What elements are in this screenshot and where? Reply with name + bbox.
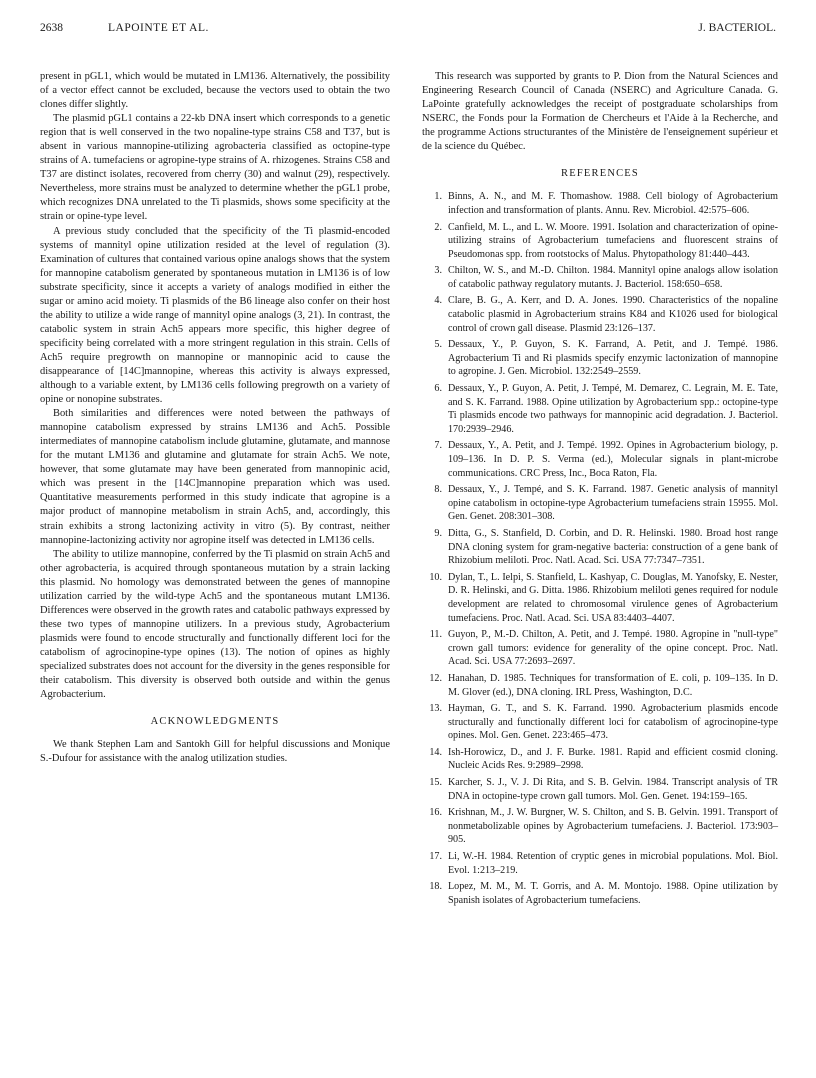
right-column — [422, 70, 778, 910]
reference-text: Dessaux, Y., J. Tempé, and S. K. Farrand. 1987. Genetic analysis of mannityl opine catabolism in octopine-type Agrobacterium tumefaciens strain 15955. Mol. Gen. Genet. 208:301–308. — [448, 484, 778, 523]
reference-text: Dessaux, Y., P. Guyon, S. K. Farrand, A. Petit, and J. Tempé. 1986. Agrobacterium Ti and Ri plasmids specify enzymic lactonization of mannopine to agropine. J. Gen. Microbiol. 132:2549–2559. — [448, 339, 778, 378]
reference-item — [422, 382, 778, 436]
reference-number: 16. — [429, 807, 442, 819]
reference-number: 4. — [434, 295, 442, 307]
reference-number: 9. — [434, 527, 442, 539]
reference-number: 5. — [434, 339, 442, 351]
reference-number: 1. — [434, 191, 442, 203]
reference-text: Lopez, M. M., M. T. Gorris, and A. M. Montojo. 1988. Opine utilization by Spanish isolates of Agrobacterium tumefaciens. — [448, 881, 778, 906]
reference-item — [422, 880, 778, 907]
reference-text: Krishnan, M., J. W. Burgner, W. S. Chilton, and S. B. Gelvin. 1991. Transport of nonmetabolizable opines by Agrobacterium tumefaciens. J. Bacteriol. 173:903–905. — [448, 807, 778, 846]
reference-number: 8. — [434, 484, 442, 496]
reference-number: 17. — [429, 851, 442, 863]
reference-number: 18. — [429, 881, 442, 893]
reference-item — [422, 264, 778, 291]
reference-text: Dylan, T., L. Ielpi, S. Stanfield, L. Kashyap, C. Douglas, M. Yanofsky, E. Nester, D. R. Helinski, and G. Ditta. 1986. Rhizobium meliloti genes required for nodule development are related to chromosomal virulence genes of Agrobacterium tumefaciens. Proc. Natl. Acad. Sci. USA 83:4403–4407. — [448, 571, 778, 624]
paragraph: Both similarities and differences were noted between the pathways of mannopine catabolism expressed by strains LM136 and Ach5. Possible intermediates of mannopine catabolism include glutamine, glutamate, and mannose for the mutant LM136 and glutamine and glutamate for strain Ach5. We note, however, that some glutamate may have been generated from mannopinic acid, which was present in the [14C]mannopine preparation which was used. Quantitative measurements performed in this study indicate that agropine is a major product of mannopine metabolism in strain Ach5, and, accordingly, this strain exhibits a strong lactonizing activity in vitro (5). By contrast, neither mannopine-lactonizing activity nor agropine itself was detected in LM136 cells. — [40, 408, 390, 546]
reference-text: Dessaux, Y., P. Guyon, A. Petit, J. Tempé, M. Demarez, C. Legrain, M. E. Tate, and S. K. Farrand. 1988. Opine utilization by Agrobacterium spp.: octopine-type Ti plasmids encode two pathways for mannopinic acid degradation. J. Bacteriol. 170:2939–2946. — [448, 383, 778, 435]
reference-item — [422, 776, 778, 803]
reference-item — [422, 628, 778, 669]
reference-text: Hayman, G. T., and S. K. Farrand. 1990. Agrobacterium plasmids encode structurally and functionally different loci for catabolism of agrocinopine-type opines. Mol. Gen. Genet. 223:465–473. — [448, 703, 778, 742]
reference-item — [422, 483, 778, 524]
reference-item — [422, 190, 778, 217]
reference-item — [422, 672, 778, 699]
reference-number: 7. — [434, 440, 442, 452]
running-authors: LAPOINTE ET AL. — [108, 22, 209, 34]
reference-text: Li, W.-H. 1984. Retention of cryptic genes in microbial populations. Mol. Biol. Evol. 1:213–219. — [448, 851, 778, 876]
left-column — [40, 70, 390, 766]
reference-item — [422, 806, 778, 847]
acknowledgments-heading: ACKNOWLEDGMENTS — [150, 716, 280, 728]
reference-number: 14. — [429, 746, 442, 758]
journal-name: J. BACTERIOL. — [698, 22, 776, 34]
page-number: 2638 — [40, 22, 63, 34]
reference-item — [422, 527, 778, 568]
reference-item — [422, 702, 778, 743]
reference-text: Guyon, P., M.-D. Chilton, A. Petit, and J. Tempé. 1980. Agropine in "null-type" crown gall tumors: evidence for generality of the opine concept. Proc. Natl. Acad. Sci. USA 77:2693–2697. — [448, 629, 778, 668]
reference-text: Canfield, M. L., and L. W. Moore. 1991. Isolation and characterization of opine-utilizing strains of Agrobacterium tumefaciens and fluorescent strains of Pseudomonas spp. from rootstocks of Malus. Phytopathology 81:440–443. — [448, 221, 778, 260]
paragraph: A previous study concluded that the specificity of the Ti plasmid-encoded systems of mannityl opine utilization resided at the level of regulation (3). Examination of cultures that contained various opine analogs shows that the system for mannopine catabolism generated by spontaneous mutation in LM136 is of low substrate specificity, since it accepts a variety of analogs modified in either the sugar or amino acid moiety. Ti plasmids of the B6 lineage also confer on their host the ability to utilize a wide range of mannityl opine analogs (3, 21). In contrast, the catabolic system in strain Ach5 appears more specific, this higher degree of specificity being correlated with a more stringent regulation in this strain. Cells of Ach5 require pregrowth on mannopine or mannopinic acid to cause the disappearance of [14C]mannopine, whereas this activity is always expressed, although to a variable extent, by LM136 cells following pregrowth on a variety of opine or nonopine substrates. — [40, 225, 390, 406]
acknowledgments-text: We thank Stephen Lam and Santokh Gill for helpful discussions and Monique S.-Dufour for assistance with the analog utilization studies. — [40, 739, 390, 765]
reference-number: 15. — [429, 777, 442, 789]
reference-text: Clare, B. G., A. Kerr, and D. A. Jones. 1990. Characteristics of the nopaline catabolic plasmid in Agrobacterium strains K84 and K1026 used for biological control of crown gall disease. Plasmid 23:126–137. — [448, 295, 778, 334]
reference-text: Hanahan, D. 1985. Techniques for transformation of E. coli, p. 109–135. In D. M. Glover (ed.), DNA cloning. IRL Press, Washington, D.C. — [448, 672, 778, 698]
paragraph: The plasmid pGL1 contains a 22-kb DNA insert which corresponds to a genetic region that is well conserved in the two nopaline-type strains C58 and T37, but is absent in various mannopine-utilizing agrobacteria classified as octopine-type strains of A. tumefaciens or agropine-type strains of A. rhizogenes. Strains C58 and T37 are distinct isolates, recovered from cherry (30) and walnut (29), respectively. Nevertheless, more strains must be analyzed to determine whether the pGL1 probe, which recognizes DNA unrelated to the Ti plasmids, shows some specificity at the strain or opine-type level. — [40, 113, 390, 223]
reference-item — [422, 850, 778, 877]
reference-text: Chilton, W. S., and M.-D. Chilton. 1984. Mannityl opine analogs allow isolation of catabolic pathway regulatory mutants. J. Bacteriol. 158:650–658. — [448, 265, 778, 290]
reference-number: 10. — [429, 571, 442, 583]
paragraph: The ability to utilize mannopine, conferred by the Ti plasmid on strain Ach5 and other agrobacteria, is acquired through spontaneous mutation by a strain lacking this plasmid. No homology was demonstrated between the genes of mannopine utilization carried by the wild-type Ach5 and the spontaneous mutant LM136. Differences were observed in the growth rates and catabolic pathways expressed by these two types of mannopine utilizers. In a previous study, Agrobacterium plasmids were found to encode structurally and functionally different loci for the catabolism of agrocinopine-type opines (13). The notion of opines as highly specialized substrates does not account for the diversity in the genes responsible for their catabolism. This diversity is observed both outside and within the genus Agrobacterium. — [40, 548, 390, 701]
paragraph: present in pGL1, which would be mutated in LM136. Alternatively, the possibility of a vector effect cannot be excluded, because the vectors used to obtain the two clones differ slightly. — [40, 71, 390, 111]
reference-text: Dessaux, Y., A. Petit, and J. Tempé. 1992. Opines in Agrobacterium biology, p. 109–136. In D. P. S. Verma (ed.), Molecular signals in plant-microbe communications. CRC Press, Inc., Boca Raton, Fla. — [448, 440, 778, 479]
funding-statement: This research was supported by grants to P. Dion from the Natural Sciences and Engineering Research Council of Canada (NSERC) and Agriculture Canada. G. LaPointe gratefully acknowledges the receipt of postgraduate scholarships from NSERC, the Fonds pour la Formation de Chercheurs et l'Aide à la Recherche, and the programme Actions structurantes of the Ministère de l'enseignement supérieur et de la science du Québec. — [422, 71, 778, 153]
reference-number: 6. — [434, 383, 442, 395]
reference-number: 3. — [434, 265, 442, 277]
reference-text: Binns, A. N., and M. F. Thomashow. 1988. Cell biology of Agrobacterium infection and transformation of plants. Annu. Rev. Microbiol. 42:575–606. — [448, 191, 778, 216]
reference-item — [422, 221, 778, 262]
reference-item — [422, 338, 778, 379]
reference-text: Karcher, S. J., V. J. Di Rita, and S. B. Gelvin. 1984. Transcript analysis of TR DNA in octopine-type crown gall tumors. Mol. Gen. Genet. 194:159–165. — [448, 777, 778, 802]
reference-number: 13. — [429, 703, 442, 715]
reference-item — [422, 746, 778, 773]
reference-list — [422, 190, 778, 907]
page-header — [40, 22, 776, 38]
references-heading: REFERENCES — [561, 168, 639, 180]
reference-item — [422, 571, 778, 625]
reference-item — [422, 294, 778, 335]
reference-text: Ish-Horowicz, D., and J. F. Burke. 1981. Rapid and efficient cosmid cloning. Nucleic Acids Res. 9:2989–2998. — [448, 746, 778, 772]
reference-number: 2. — [434, 221, 442, 233]
reference-number: 11. — [429, 629, 442, 641]
reference-number: 12. — [429, 672, 442, 684]
reference-item — [422, 439, 778, 480]
reference-text: Ditta, G., S. Stanfield, D. Corbin, and D. R. Helinski. 1980. Broad host range DNA cloning system for gram-negative bacteria: construction of a gene bank of Rhizobium meliloti. Proc. Natl. Acad. Sci. USA 77:7347–7351. — [448, 527, 778, 567]
